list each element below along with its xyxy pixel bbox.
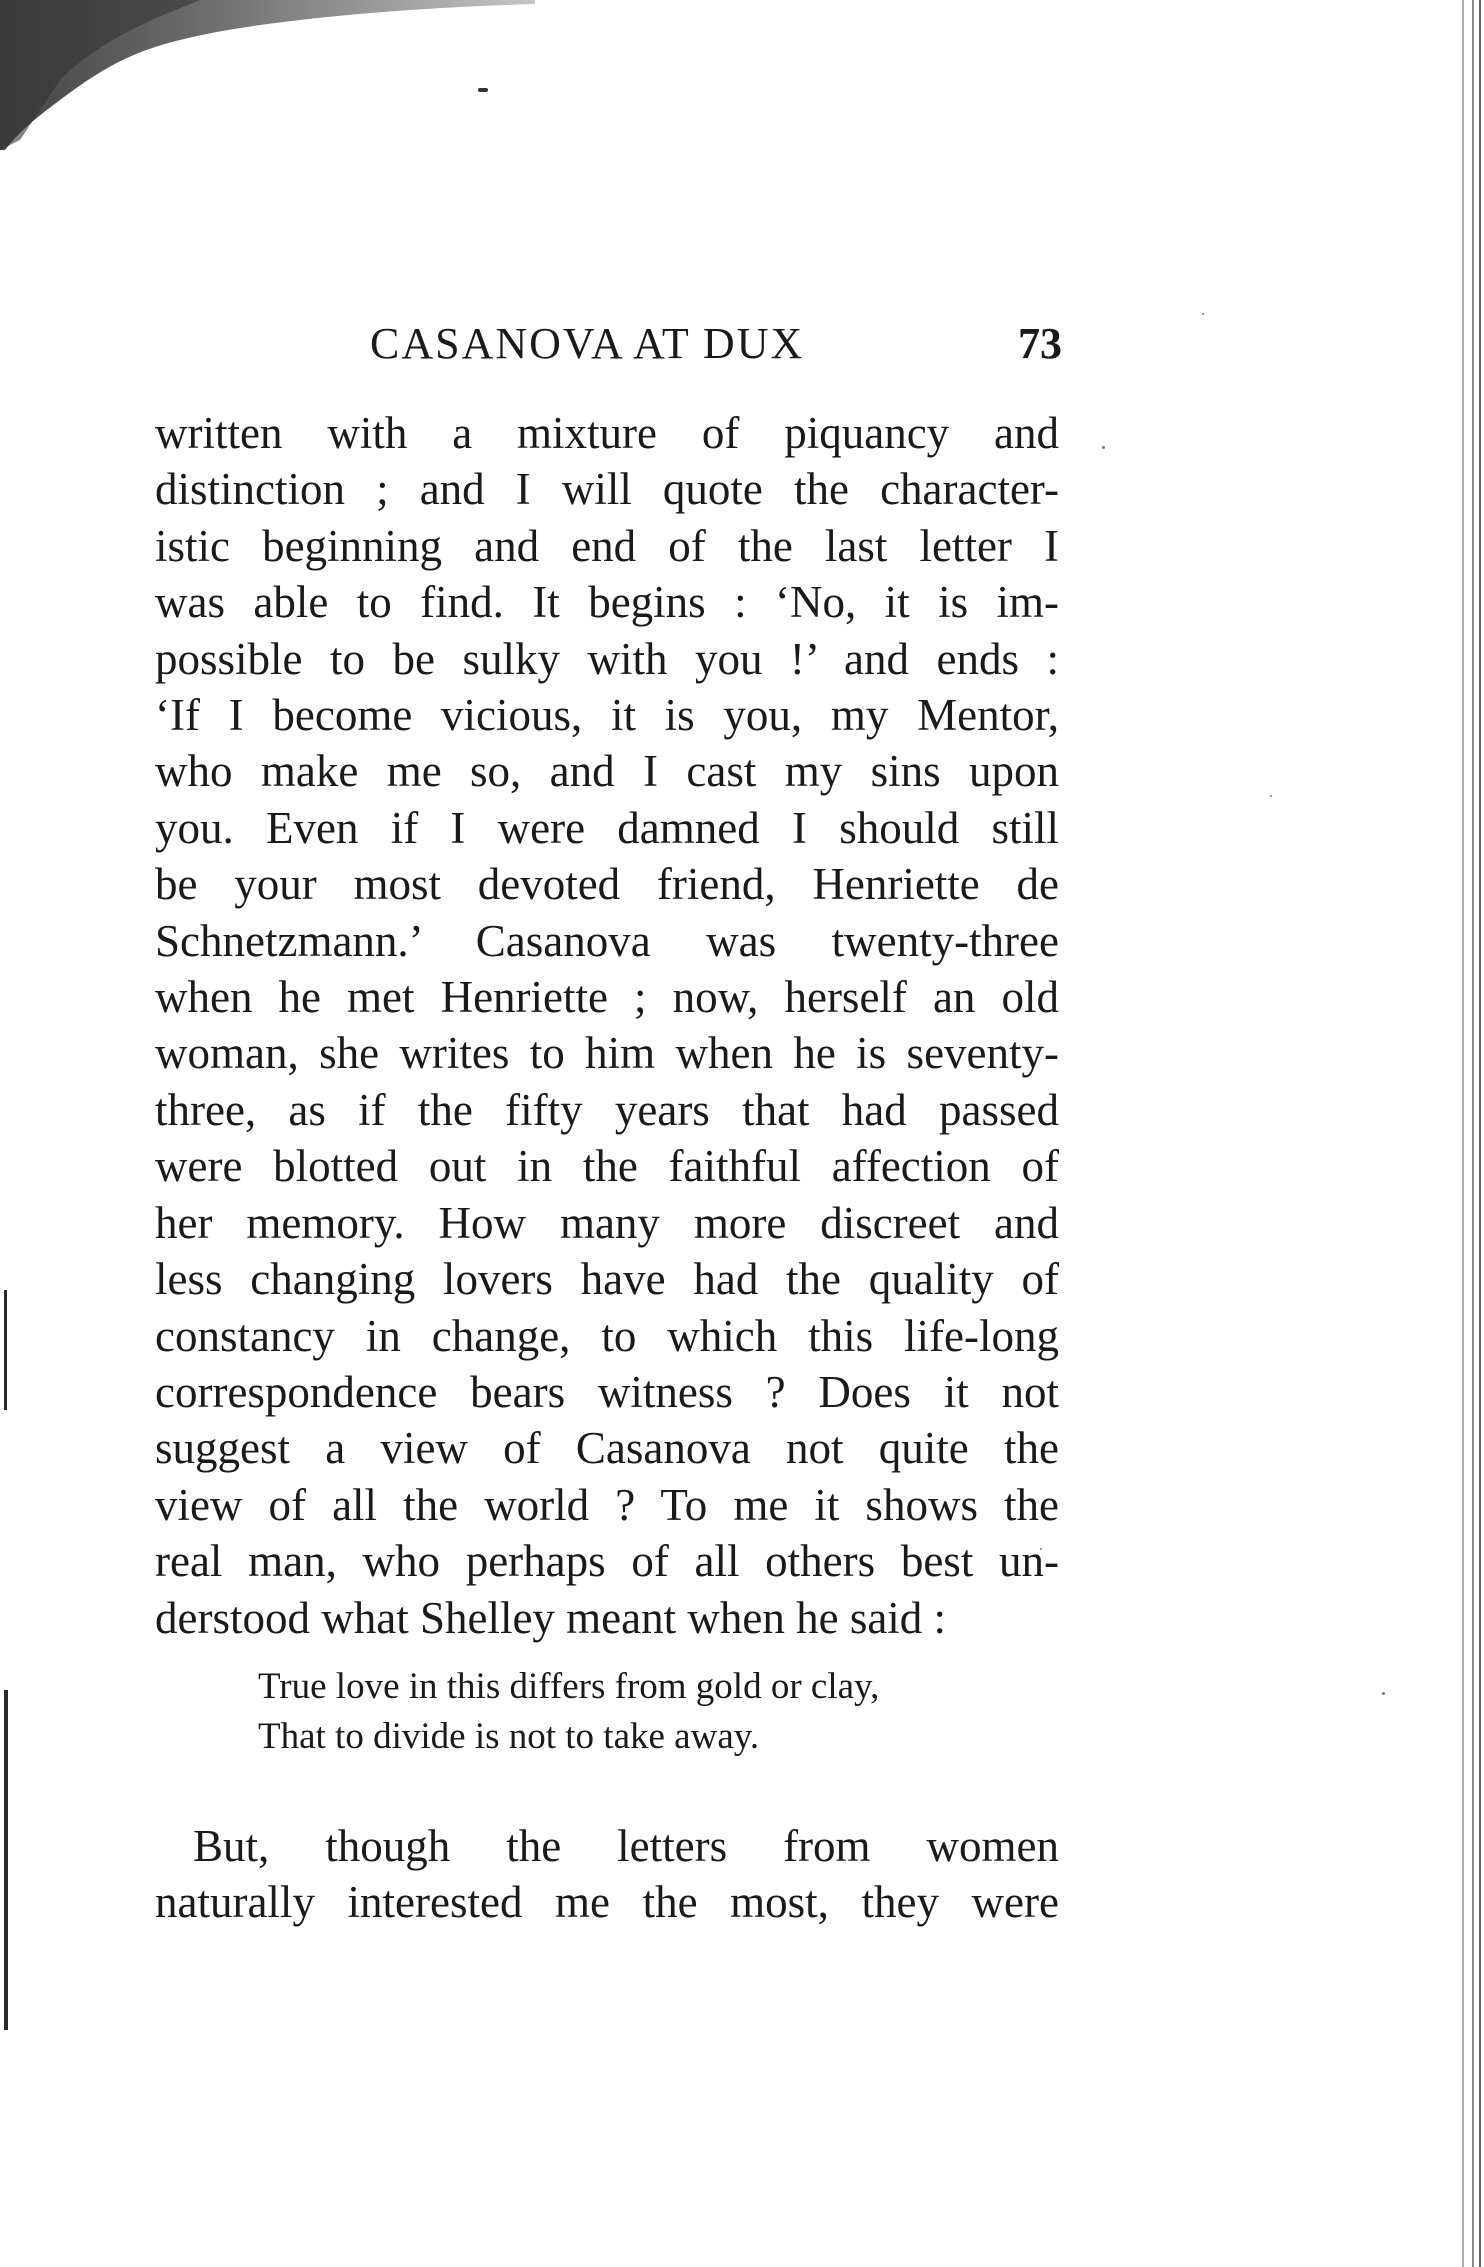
speck — [478, 88, 488, 92]
scan-corner-shadow-shape — [0, 0, 540, 150]
speck — [1382, 1692, 1385, 1695]
verse-quotation — [258, 1662, 879, 1762]
text-line: three, as if the fifty years that had passed — [155, 1084, 1059, 1135]
running-head — [150, 318, 1062, 378]
text-line: Schnetzmann.’ Casanova was twenty-three — [155, 915, 1059, 966]
text-line: less changing lovers have had the quality of — [155, 1254, 1059, 1305]
text-line: distinction ; and I will quote the character- — [155, 464, 1059, 515]
speck — [1202, 313, 1204, 315]
text-line: her memory. How many more discreet and — [155, 1197, 1059, 1248]
closing-paragraph — [155, 1818, 1059, 1931]
text-line: derstood what Shelley meant when he said : — [155, 1592, 947, 1643]
text-line: written with a mixture of piquancy and — [155, 408, 1059, 458]
text-line: were blotted out in the faithful affection of — [155, 1141, 1059, 1192]
verse-line: That to divide is not to take away. — [258, 1716, 760, 1757]
verse-line: True love in this differs from gold or clay, — [258, 1666, 880, 1707]
text-line: was able to find. It begins : ‘No, it is im- — [155, 577, 1059, 628]
text-line: when he met Henriette ; now, herself an old — [155, 972, 1059, 1023]
text-line: be your most devoted friend, Henriette de — [155, 859, 1059, 910]
right-edge-line — [1462, 0, 1464, 2267]
text-line: view of all the world ? To me it shows the — [155, 1479, 1059, 1530]
text-line: istic beginning and end of the last letter I — [155, 520, 1059, 571]
text-line: suggest a view of Casanova not quite the — [155, 1423, 1059, 1474]
running-title: CASANOVA AT DUX — [370, 319, 805, 368]
speck — [1102, 446, 1105, 449]
right-edge-line — [1472, 0, 1474, 2267]
text-line: who make me so, and I cast my sins upon — [155, 746, 1059, 797]
text-line: correspondence bears witness ? Does it not — [155, 1366, 1059, 1417]
text-line: naturally interested me the most, they were — [155, 1877, 1059, 1928]
text-line: ‘If I become vicious, it is you, my Mentor, — [155, 690, 1059, 741]
text-line: But, though the letters from women — [193, 1821, 1059, 1871]
text-line: woman, she writes to him when he is seventy- — [155, 1028, 1059, 1079]
page-number: 73 — [1018, 319, 1062, 368]
text-line: possible to be sulky with you !’ and ends : — [155, 633, 1059, 684]
text-line: real man, who perhaps of all others best un- — [155, 1536, 1059, 1587]
text-line: constancy in change, to which this life-long — [155, 1310, 1059, 1361]
left-edge-mark — [4, 1290, 7, 1410]
left-edge-mark — [4, 1690, 8, 2030]
right-edge-line — [1479, 0, 1481, 2267]
speck — [1270, 795, 1272, 797]
text-line: you. Even if I were damned I should still — [155, 802, 1059, 853]
body-paragraph — [155, 405, 1059, 1646]
scan-corner-shadow — [0, 0, 540, 150]
